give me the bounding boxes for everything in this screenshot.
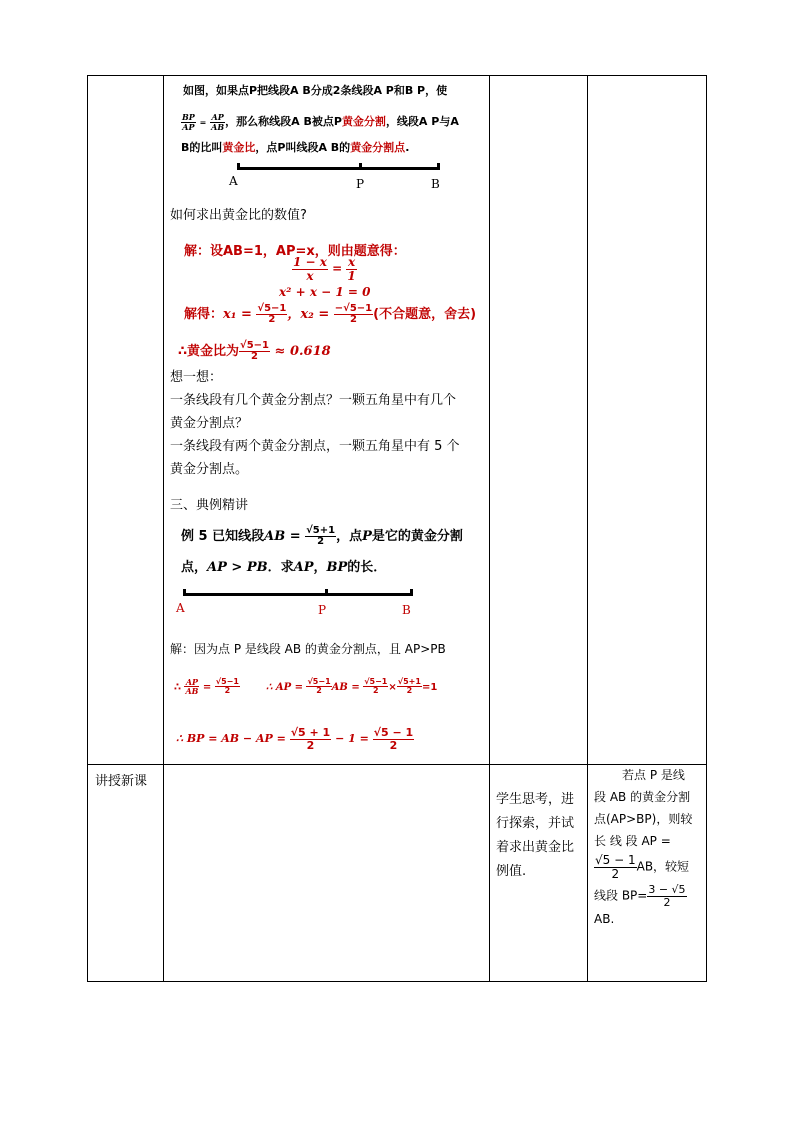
term-golden-point: 黄金分割点 [350,141,406,154]
think-question-line: 一条线段有几个黄金分割点？一颗五角星中有几个 [170,393,457,408]
equation-2: x² + x − 1 = 0 [279,285,371,299]
column-divider [489,76,490,981]
section-heading: 三、典例精讲 [170,498,249,513]
stage-label: 讲授新课 [95,774,148,789]
point-a-label: A [176,601,185,615]
point-a-label: A [229,174,238,188]
point-b-label: B [431,177,440,191]
example-step-1: ∴ $\frac{AP}{AB}$ = $\frac{√5-1}{2}$ [174,677,239,697]
solution-result: 解得：x₁ = $\frac{√5-1}{2}$ ，x₂ = $\frac{-√5-1}{2}$ (不合题意，舍去) [184,302,477,325]
student-activity-line: 例值. [496,864,527,879]
equation-1: $\frac{1 - x}{x}$ = $\frac{x}{1}$ [293,255,356,283]
point-p-label: P [318,603,327,617]
note-line: AB. [594,912,615,927]
column-divider [587,76,588,981]
solution-intro: 解：设AB=1，AP=x，则由题意得： [184,244,406,259]
example-solution-intro: 解：因为点 P 是线段 AB 的黄金分割点，且 AP>PB [170,642,446,656]
example-step-3: ∴ BP = AB − AP = $\frac{√5 + 1}{2}$ − 1 = $\frac{√5 - 1}{2}$ [176,726,414,752]
definition-line-2: $\frac{BP}{AP}$ = $\frac{AP}{AB}$ ，那么称线段A B被点P黄金分割，线段A P与A [182,112,459,132]
golden-ratio-conclusion: ∴黄金比为 $\frac{√5-1}{2}$ ≈ 0.618 [178,339,331,362]
note-line: 长 线 段 AP = [594,834,671,848]
definition-line-3: B的比叫黄金比，点P叫线段A B的黄金分割点. [181,141,410,154]
segment-tick [237,163,240,170]
think-question-line: 黄金分割点？ [170,416,249,431]
note-line: 若点 P 是线 [622,768,685,782]
design-note [594,764,702,930]
student-activity-line: 行探索，并试 [496,816,575,831]
think-answer-line: 黄金分割点。 [170,462,249,477]
column-divider [163,76,164,981]
term-golden-ratio: 黄金比 [222,141,256,154]
student-activity-line: 着求出黄金比 [496,840,575,855]
segment-tick [410,589,413,596]
point-b-label: B [402,603,411,617]
note-fraction-line: $\frac{√5 - 1}{2}$ AB，较短 [595,853,690,881]
segment-line [183,593,413,596]
definition-line-1: 如图，如果点P把线段A B分成2条线段A P和B P，使 [183,84,448,97]
segment-tick [437,163,440,170]
student-activity [496,788,574,884]
think-title: 想一想： [170,370,223,385]
ratio-fraction-2: $\frac{AP}{AB}$ [211,112,225,132]
student-activity-line: 学生思考，进 [496,792,575,807]
segment-tick [183,589,186,596]
note-line: 段 AB 的黄金分割 [594,790,691,804]
question-text: 如何求出黄金比的数值? [170,208,307,223]
example-step-2: ∴ AP = $\frac{√5-1}{2}$ AB = $\frac{√5-1}{2}$ × $\frac{√5+1}{2}$ =1 [266,677,438,696]
segment-tick [325,589,328,596]
point-p-label: P [356,177,365,191]
ratio-fraction-1: $\frac{BP}{AP}$ [182,112,195,132]
example-line-2: 点，AP > PB．求AP，BP的长． [181,560,387,575]
note-line: 点(AP>BP)，则较 [594,812,693,826]
think-block [170,366,460,481]
think-answer-line: 一条线段有两个黄金分割点，一颗五角星中有 5 个 [170,439,460,454]
segment-line [237,167,440,170]
term-golden-division: 黄金分割 [341,115,386,128]
segment-tick [359,163,362,170]
note-fraction-line: 线段 BP= $\frac{3 - √5}{2}$ [594,883,686,909]
example-line-1: 例 5 已知线段AB = $\frac{√5+1}{2}$ ，点P是它的黄金分割 [181,524,463,547]
